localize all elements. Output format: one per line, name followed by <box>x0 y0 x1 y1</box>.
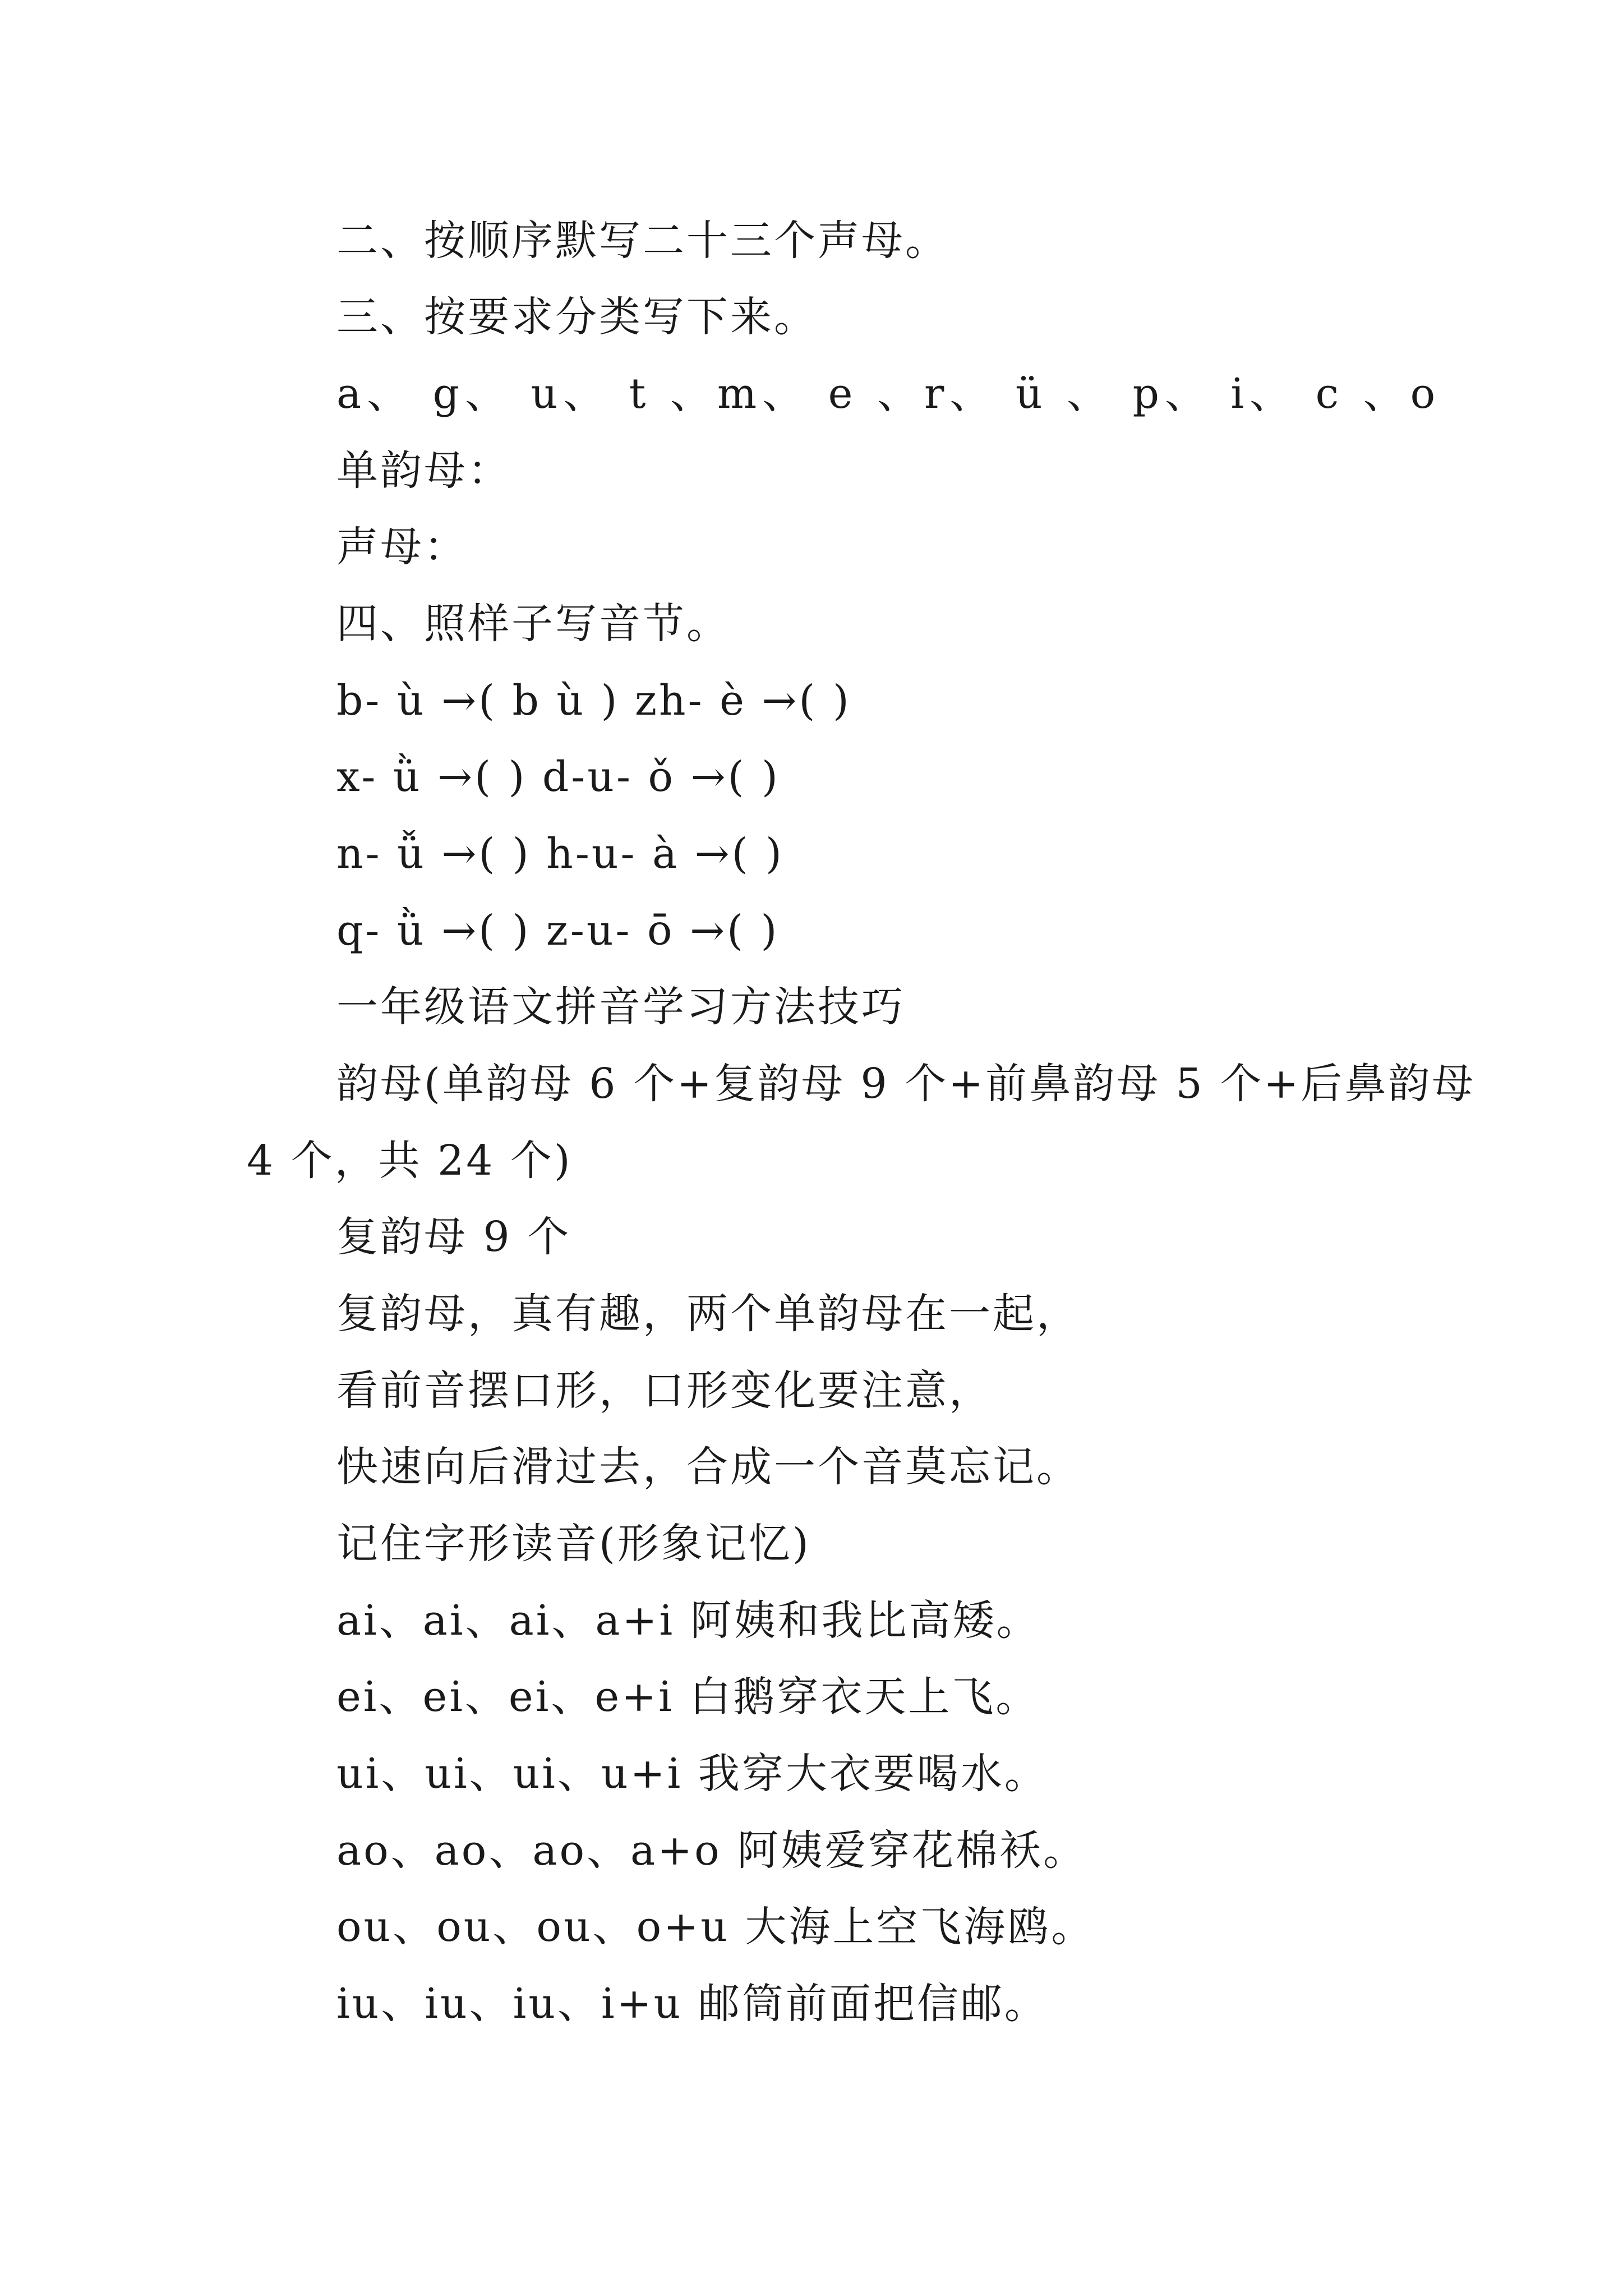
memory-heading: 记住字形读音(形象记忆) <box>336 1520 811 1568</box>
mnemonic-line: ai、ai、ai、a+i 阿姨和我比高矮。 <box>336 1596 1040 1645</box>
mnemonic-line: iu、iu、iu、i+u 邮筒前面把信邮。 <box>336 1980 1048 2028</box>
rhyme-line: 复韵母，真有趣，两个单韵母在一起， <box>336 1290 1080 1338</box>
compound-finals-heading: 复韵母 9 个 <box>336 1213 571 1261</box>
syllable-exercise-row: n- ǚ →( ) h-u- à →( ) <box>336 830 784 878</box>
mnemonic-line: ui、ui、ui、u+i 我穿大衣要喝水。 <box>336 1750 1048 1798</box>
question-2-heading: 二、按顺序默写二十三个声母。 <box>336 217 949 265</box>
question-3-heading: 三、按要求分类写下来。 <box>336 293 818 341</box>
rhyme-line: 快速向后滑过去，合成一个音莫忘记。 <box>336 1443 1080 1491</box>
mnemonic-line: ao、ao、ao、a+o 阿姨爱穿花棉袄。 <box>336 1826 1087 1875</box>
finals-summary-continuation: 4 个，共 24 个) <box>247 1137 573 1185</box>
single-finals-label: 单韵母： <box>336 447 511 495</box>
question-4-heading: 四、照样子写音节。 <box>336 600 730 648</box>
syllable-exercise-row: q- ǜ →( ) z-u- ō →( ) <box>336 907 780 955</box>
section-title: 一年级语文拼音学习方法技巧 <box>336 983 905 1031</box>
syllable-example-row: b- ù →( b ù ) zh- è →( ) <box>336 677 851 725</box>
letter-list: a、 g、 u、 t 、m、 e 、r、 ü 、 p、 i、 c 、o <box>336 370 1441 418</box>
syllable-exercise-row: x- ǜ →( ) d-u- ǒ →( ) <box>336 753 780 801</box>
mnemonic-line: ei、ei、ei、e+i 白鹅穿衣天上飞。 <box>336 1673 1040 1721</box>
finals-summary-line: 韵母(单韵母 6 个+复韵母 9 个+前鼻韵母 5 个+后鼻韵母 <box>336 1060 1476 1108</box>
mnemonic-line: ou、ou、ou、o+u 大海上空飞海鸥。 <box>336 1903 1095 1951</box>
rhyme-line: 看前音摆口形，口形变化要注意， <box>336 1366 993 1415</box>
initials-label: 声母： <box>336 523 468 571</box>
